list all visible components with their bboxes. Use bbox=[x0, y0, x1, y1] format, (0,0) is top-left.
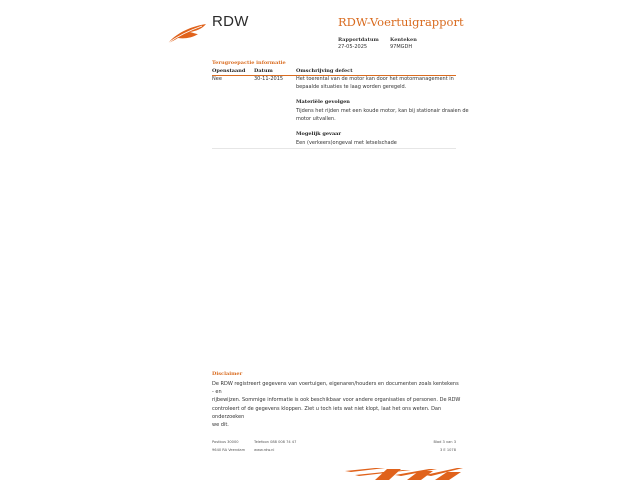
disclaimer-line: we dit. bbox=[212, 422, 229, 429]
report-date-label: Rapportdatum bbox=[338, 37, 379, 43]
danger-text: Een (verkeers)ongeval met letselschade bbox=[296, 140, 397, 146]
disclaimer-line: controleert of de gegevens kloppen. Ziet u toch iets wat niet klopt, laat het ons weten. Dan onderzoeken bbox=[212, 405, 442, 420]
report-date: 27-05-2025 bbox=[338, 44, 368, 50]
footer-doc-code: 3 E 1078 bbox=[440, 448, 456, 452]
consequences-line: Tijdens het rijden met een koude motor, kan bij stationair draaien de bbox=[296, 108, 469, 114]
disclaimer-text bbox=[212, 380, 462, 429]
disclaimer-line: rijbewijzen. Sommige informatie is ook beschikbaar voor andere organisaties of personen. De RDW bbox=[212, 397, 461, 404]
defect-line: bepaalde situaties te laag worden geregeld. bbox=[296, 84, 407, 91]
recall-defect-description bbox=[296, 75, 454, 91]
footer-page-number: Blad 3 van 3 bbox=[433, 440, 456, 444]
table-end-rule bbox=[212, 148, 456, 149]
recall-date-value: 30-11-2015 bbox=[254, 76, 284, 82]
consequences-label: Materiële gevolgen bbox=[296, 99, 350, 105]
defect-line: Het toerental van de motor kan door het motormanagement in bbox=[296, 76, 454, 82]
consequences-line: motor uitvallen. bbox=[296, 116, 336, 123]
footer-city: 9640 RA Veendam bbox=[212, 448, 246, 452]
plate-value: 97MGDH bbox=[390, 44, 413, 50]
consequences-text bbox=[296, 107, 469, 123]
recall-section-title: Terugroepactie informatie bbox=[212, 60, 286, 66]
disclaimer-line: De RDW registreert gegevens van voertuigen, eigenaren/houders en documenten zoals kentekens - en bbox=[212, 381, 459, 396]
footer-website-link[interactable]: www.rdw.nl bbox=[254, 448, 275, 452]
rdw-feather-logo-icon bbox=[166, 22, 208, 44]
danger-label: Mogelijk gevaar bbox=[296, 131, 342, 137]
col-header-date: Datum bbox=[254, 68, 273, 74]
col-header-defect: Omschrijving defect bbox=[296, 68, 353, 74]
footer-pobox: Postbus 30000 bbox=[212, 440, 239, 444]
brand-name: RDW bbox=[212, 13, 249, 30]
disclaimer-title: Disclaimer bbox=[212, 371, 243, 377]
recall-open-value: Nee bbox=[212, 76, 222, 82]
decorative-stripe-graphic bbox=[345, 466, 463, 480]
footer-phone: Telefoon 088 008 74 47 bbox=[254, 440, 297, 444]
plate-label: Kenteken bbox=[390, 37, 417, 43]
report-title: RDW-Voertuigrapport bbox=[338, 15, 464, 29]
col-header-open: Openstaand bbox=[212, 68, 246, 74]
